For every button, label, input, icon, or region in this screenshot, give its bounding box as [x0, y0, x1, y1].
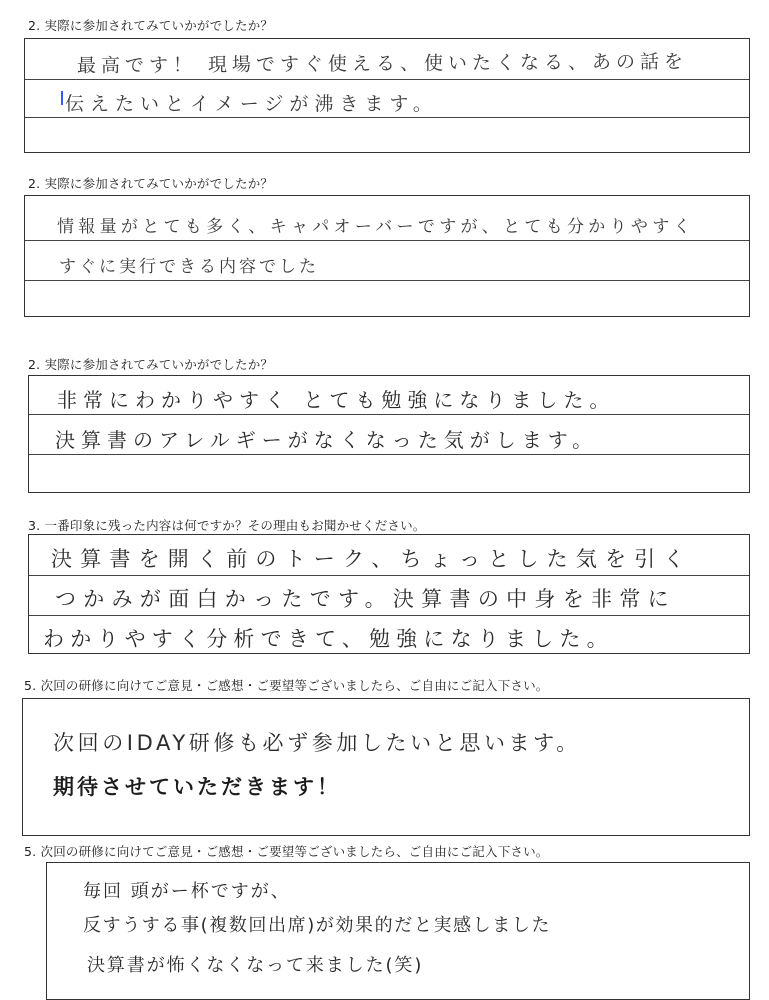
text-cursor-icon	[61, 91, 63, 105]
survey-section-1	[0, 0, 769, 160]
handwritten-answer-line: 非常にわかりやすく とても勉強になりました。	[57, 388, 616, 412]
question-label: 2. 実際に参加されてみていかがでしたか？	[28, 176, 274, 191]
answer-box	[28, 534, 750, 654]
survey-section-4	[0, 508, 769, 668]
handwritten-answer-line: 次回のIDAY研修も必ず参加したいと思います。	[53, 731, 581, 755]
survey-section-3	[0, 345, 769, 505]
answer-rule	[29, 414, 749, 415]
survey-section-5	[0, 668, 769, 838]
handwritten-answer-line: 最高です！ 現場ですぐ使える、使いたくなる、あの話を	[76, 50, 689, 78]
handwritten-answer-line: 反すうする事(複数回出席)が効果的だと実感しました	[83, 915, 552, 936]
handwritten-answer-line: 期待させていただきます！	[53, 775, 341, 799]
answer-box	[46, 862, 750, 1000]
answer-box	[24, 195, 750, 317]
handwritten-answer-line: 毎回 頭がー杯ですが、	[83, 881, 291, 902]
handwritten-answer-line: 決算書のアレルギーがなくなった気がします。	[55, 428, 599, 452]
question-label: 2. 実際に参加されてみていかがでしたか？	[28, 18, 274, 33]
handwritten-answer-line: わかりやすく分析できて、勉強になりました。	[43, 627, 614, 651]
handwritten-answer-line: 決算書が怖くなくなって来ました(笑)	[87, 955, 424, 976]
survey-section-2	[0, 160, 769, 330]
question-label: 3. 一番印象に残った内容は何ですか？その理由もお聞かせください。	[28, 518, 426, 533]
answer-rule	[25, 117, 749, 118]
answer-rule	[25, 240, 749, 241]
answer-box	[22, 698, 750, 836]
answer-box	[24, 38, 750, 153]
answer-rule	[29, 615, 749, 616]
question-label: 2. 実際に参加されてみていかがでしたか？	[28, 357, 274, 372]
handwritten-answer-line: 情報量がとても多く、キャパオーバーですが、とても分かりやすく	[57, 217, 695, 237]
question-label: 5. 次回の研修に向けてご意見・ご感想・ご要望等ございましたら、ご自由にご記入下さい。	[24, 844, 549, 859]
answer-rule	[29, 454, 749, 455]
answer-rule	[25, 79, 749, 80]
handwritten-answer-line: 決算書を開く前のトーク、ちょっとした気を引く	[51, 547, 693, 571]
answer-rule	[29, 575, 749, 576]
handwritten-answer-line: すぐに実行できる内容でした	[59, 257, 319, 277]
handwritten-answer-line: つかみが面白かったです。決算書の中身を非常に	[55, 587, 676, 611]
survey-section-6	[0, 838, 769, 1000]
answer-box	[28, 375, 750, 493]
question-label: 5. 次回の研修に向けてご意見・ご感想・ご要望等ございましたら、ご自由にご記入下さい。	[24, 678, 549, 693]
handwritten-answer-line: 伝えたいとイメージが沸きます。	[65, 93, 438, 115]
answer-rule	[25, 280, 749, 281]
